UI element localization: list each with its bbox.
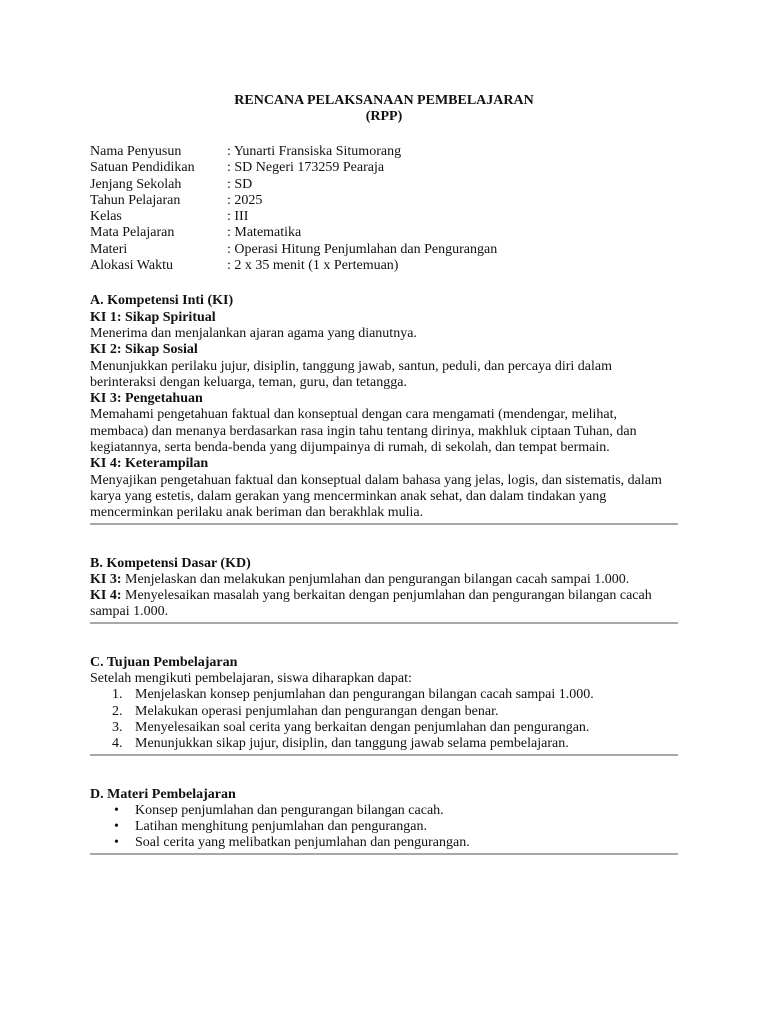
document-content [90, 93, 678, 855]
ki3-text: Memahami pengetahuan faktual dan konseptual dengan cara mengamati (mendengar, melihat, membaca) dan menanya berdasarkan rasa ingin tahu tentang dirinya, makhluk ciptaan Tuhan, dan kegiatannya, serta benda-benda yang dijumpainya di rumah, di sekolah, dan tempat bermain. [90, 407, 637, 456]
section-heading: A. Kompetensi Inti (KI) [90, 293, 234, 309]
section-kompetensi-inti [90, 293, 678, 524]
identity-value: : 2025 [227, 192, 263, 208]
identity-label: Alokasi Waktu [90, 258, 173, 274]
bullet-icon: • [114, 802, 119, 818]
ki4-heading: KI 4: Keterampilan [90, 456, 209, 472]
identity-value: : III [227, 209, 249, 225]
list-number: 3. [112, 719, 123, 735]
identity-value: : SD [227, 176, 253, 192]
list-item [90, 736, 678, 752]
bullet-icon: • [114, 819, 119, 835]
identity-value: : 2 x 35 menit (1 x Pertemuan) [227, 258, 399, 274]
section-heading: D. Materi Pembelajaran [90, 786, 236, 802]
identity-label: Satuan Pendidikan [90, 160, 195, 176]
section-materi-pembelajaran [90, 787, 678, 855]
ki4-text: Menyajikan pengetahuan faktual dan konseptual dalam bahasa yang jelas, logis, dan sistematis, dalam karya yang estetis, dalam gerakan yang mencerminkan anak sehat, dan dalam tindakan yang mencerminkan perilaku anak beriman dan berakhlak mulia. [90, 472, 662, 521]
list-number: 2. [112, 703, 123, 719]
kd3-text [90, 572, 678, 588]
list-item-text: Latihan menghitung penjumlahan dan pengurangan. [135, 819, 427, 835]
identity-value: : Matematika [227, 225, 302, 241]
tujuan-list [90, 687, 678, 752]
identity-value: : SD Negeri 173259 Pearaja [227, 160, 385, 176]
identity-value: : Yunarti Fransiska Situmorang [227, 144, 402, 159]
section-heading: C. Tujuan Pembelajaran [90, 654, 238, 670]
list-item-text: Menyelesaikan soal cerita yang berkaitan dengan penjumlahan dan pengurangan. [135, 719, 590, 735]
identity-label: Nama Penyusun [90, 144, 182, 159]
kd4-lead: KI 4: [90, 588, 122, 604]
list-item-text: Konsep penjumlahan dan pengurangan bilangan cacah. [135, 802, 444, 818]
ki3-heading: KI 3: Pengetahuan [90, 391, 203, 407]
kd3-lead: KI 3: [90, 571, 122, 587]
list-item-text: Melakukan operasi penjumlahan dan pengurangan dengan benar. [135, 703, 499, 719]
kd4-body: Menyelesaikan masalah yang berkaitan dengan penjumlahan dan pengurangan bilangan cacah sampai 1.000. [90, 588, 652, 620]
identity-row [90, 160, 678, 176]
tujuan-intro: Setelah mengikuti pembelajaran, siswa diharapkan dapat: [90, 671, 412, 687]
list-item-text: Menunjukkan sikap jujur, disiplin, dan tanggung jawab selama pembelajaran. [135, 736, 569, 752]
section-kompetensi-dasar [90, 556, 678, 624]
ki2-heading: KI 2: Sikap Sosial [90, 342, 198, 358]
list-number: 4. [112, 736, 123, 752]
title-line-1: RENCANA PELAKSANAAN PEMBELAJARAN [234, 93, 534, 108]
list-item-text: Menjelaskan konsep penjumlahan dan pengurangan bilangan cacah sampai 1.000. [135, 687, 594, 703]
identity-label: Materi [90, 241, 128, 257]
list-item [90, 704, 678, 720]
bullet-icon: • [114, 835, 119, 851]
section-divider [90, 622, 678, 624]
list-item [90, 687, 678, 703]
kd4-text [90, 588, 678, 621]
materi-list [90, 803, 678, 852]
section-divider [90, 853, 678, 855]
identity-row [90, 225, 678, 241]
section-divider [90, 754, 678, 756]
ki1-heading: KI 1: Sikap Spiritual [90, 309, 216, 325]
identity-row [90, 258, 678, 274]
list-item [90, 803, 678, 819]
identity-row [90, 193, 678, 209]
identity-label: Mata Pelajaran [90, 225, 175, 241]
list-item [90, 720, 678, 736]
title-line-2: (RPP) [365, 109, 403, 124]
identity-block [90, 144, 678, 274]
ki2-text: Menunjukkan perilaku jujur, disiplin, tanggung jawab, santun, peduli, dan percaya diri dalam berinteraksi dengan keluarga, teman, guru, dan tetangga. [90, 358, 612, 390]
list-item [90, 835, 678, 851]
identity-label: Kelas [90, 209, 122, 225]
list-number: 1. [112, 687, 123, 703]
identity-row [90, 177, 678, 193]
identity-row [90, 242, 678, 258]
identity-label: Jenjang Sekolah [90, 176, 182, 192]
list-item [90, 819, 678, 835]
identity-label: Tahun Pelajaran [90, 192, 181, 208]
section-divider [90, 523, 678, 525]
ki1-text: Menerima dan menjalankan ajaran agama yang dianutnya. [90, 325, 417, 341]
document-title [90, 93, 678, 125]
kd3-body: Menjelaskan dan melakukan penjumlahan dan pengurangan bilangan cacah sampai 1.000. [121, 571, 630, 587]
identity-row [90, 209, 678, 225]
section-tujuan-pembelajaran [90, 655, 678, 756]
list-item-text: Soal cerita yang melibatkan penjumlahan dan pengurangan. [135, 835, 470, 851]
identity-value: : Operasi Hitung Penjumlahan dan Pengurangan [227, 241, 498, 257]
section-heading: B. Kompetensi Dasar (KD) [90, 555, 251, 571]
identity-row [90, 144, 678, 160]
